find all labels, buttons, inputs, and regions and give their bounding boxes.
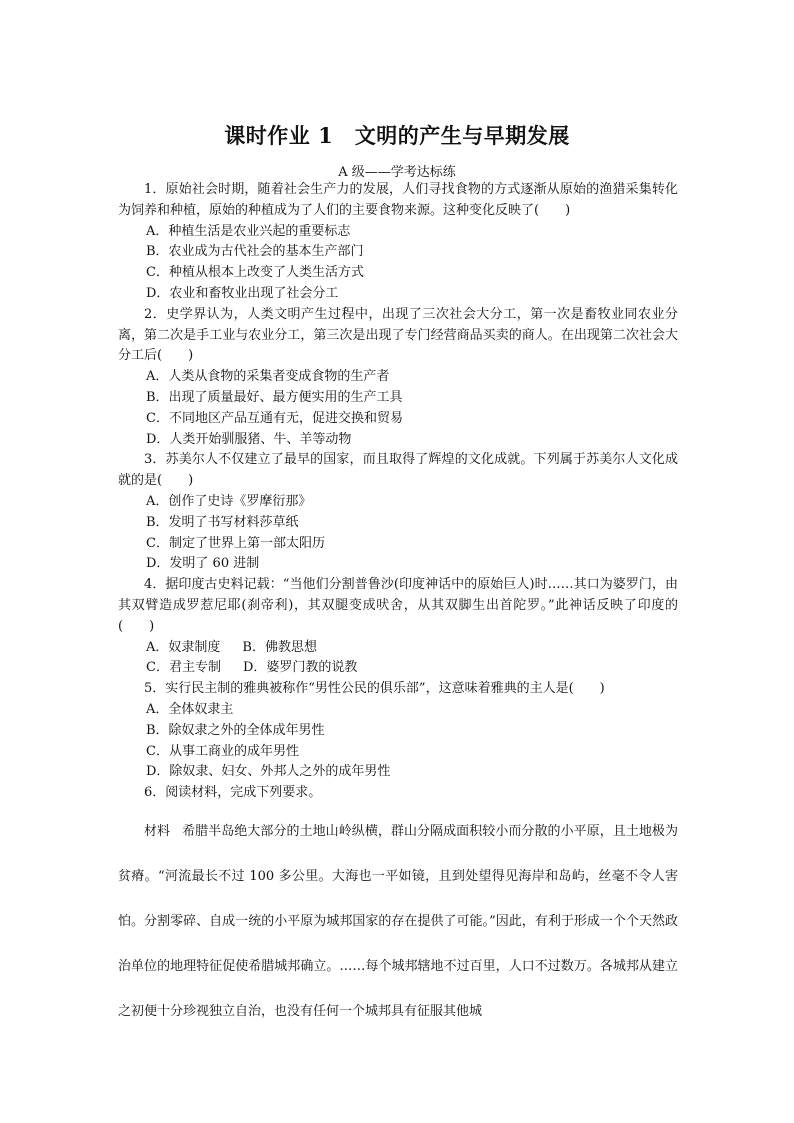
option-3c: C．制定了世界上第一部太阳历 (146, 535, 325, 551)
question-stem-6: 6．阅读材料，完成下列要求。 (144, 785, 322, 801)
question-stem-5: 5．实行民主制的雅典被称作“男性公民的俱乐部”，这意味着雅典的主人是( ) (144, 681, 605, 697)
material-text: 希腊半岛绝大部分的土地山岭纵横，群山分隔成面积较小而分散的小平原，且土地极为贫瘠。“河流最长不过 100 多公里。大海也一平如镜，且到处望得见海岸和岛屿，丝毫不令人害怕。分割零碎、自成一统的小平原为城邦国家的存在提供了可能。”因此，有利于形成一个个天然政治单位的地理特征促使希腊城邦确立。……每个城邦辖地不过百里，人口不过数万。各城邦从建立之初便十分珍视独立自治，也没有任何一个城邦具有征服其他城 (118, 824, 678, 1019)
option-row-4ab (118, 638, 678, 659)
section-level-heading: A 级——学考达标练 (338, 165, 456, 180)
option-1d: D．农业和畜牧业出现了社会分工 (146, 285, 339, 301)
option-3a: A．创作了史诗《罗摩衍那》 (146, 493, 312, 509)
option-2c: C．不同地区产品互通有无，促进交换和贸易 (146, 410, 403, 426)
option-4c: C．君主专制 (146, 660, 221, 676)
option-3b: B．发明了书写材料莎草纸 (146, 514, 299, 530)
option-1c: C．种植从根本上改变了人类生活方式 (146, 265, 364, 281)
option-4b: B．佛教思想 (242, 639, 317, 655)
option-5b: B．除奴隶之外的全体成年男性 (146, 722, 325, 738)
question-stem-1: 1．原始社会时期，随着社会生产力的发展，人们寻找食物的方式逐渐从原始的渔猎采集转化为饲养和种植，原始的种植成为了人们的主要食物来源。这种变化反映了( ) (118, 182, 678, 218)
option-1b: B．农业成为古代社会的基本生产部门 (146, 244, 364, 260)
material-label: 材料 (144, 824, 171, 839)
option-5d: D．除奴隶、妇女、外邦人之外的成年男性 (146, 764, 391, 780)
option-5c: C．从事工商业的成年男性 (146, 743, 299, 759)
question-stem-2: 2．史学界认为，人类文明产生过程中，出现了三次社会大分工，第一次是畜牧业同农业分离，第二次是手工业与农业分工，第三次是出现了专门经营商品买卖的商人。在出现第二次社会大分工后( ) (118, 306, 678, 364)
option-row-4cd (118, 658, 678, 679)
option-4a: A．奴隶制度 (146, 639, 221, 655)
option-2a: A．人类从食物的采集者变成食物的生产者 (146, 369, 390, 385)
material-paragraph (118, 809, 678, 1034)
question-stem-3: 3．苏美尔人不仅建立了最早的国家，而且取得了辉煌的文化成就。下列属于苏美尔人文化成就的是( ) (118, 452, 678, 489)
option-5a: A．全体奴隶主 (146, 701, 234, 717)
option-2b: B．出现了质量最好、最方便实用的生产工具 (146, 389, 403, 405)
question-list (118, 180, 678, 804)
option-1a: A．种植生活是农业兴起的重要标志 (146, 223, 351, 239)
option-3d: D．发明了 60 进制 (146, 556, 260, 572)
reading-material (118, 809, 678, 1034)
option-4d: D．婆罗门教的说教 (242, 660, 358, 676)
option-2d: D．人类开始驯服猪、牛、羊等动物 (146, 431, 352, 447)
question-stem-4: 4．据印度古史料记载：“当他们分割普鲁沙(印度神话中的原始巨人)时……其口为婆罗门，由其双臂造成罗惹尼耶(刹帝利)，其双腿变成吠舍，从其双脚生出首陀罗。”此神话反映了印度的( ) (118, 577, 678, 634)
page-title: 课时作业 1 文明的产生与早期发展 (224, 123, 570, 148)
